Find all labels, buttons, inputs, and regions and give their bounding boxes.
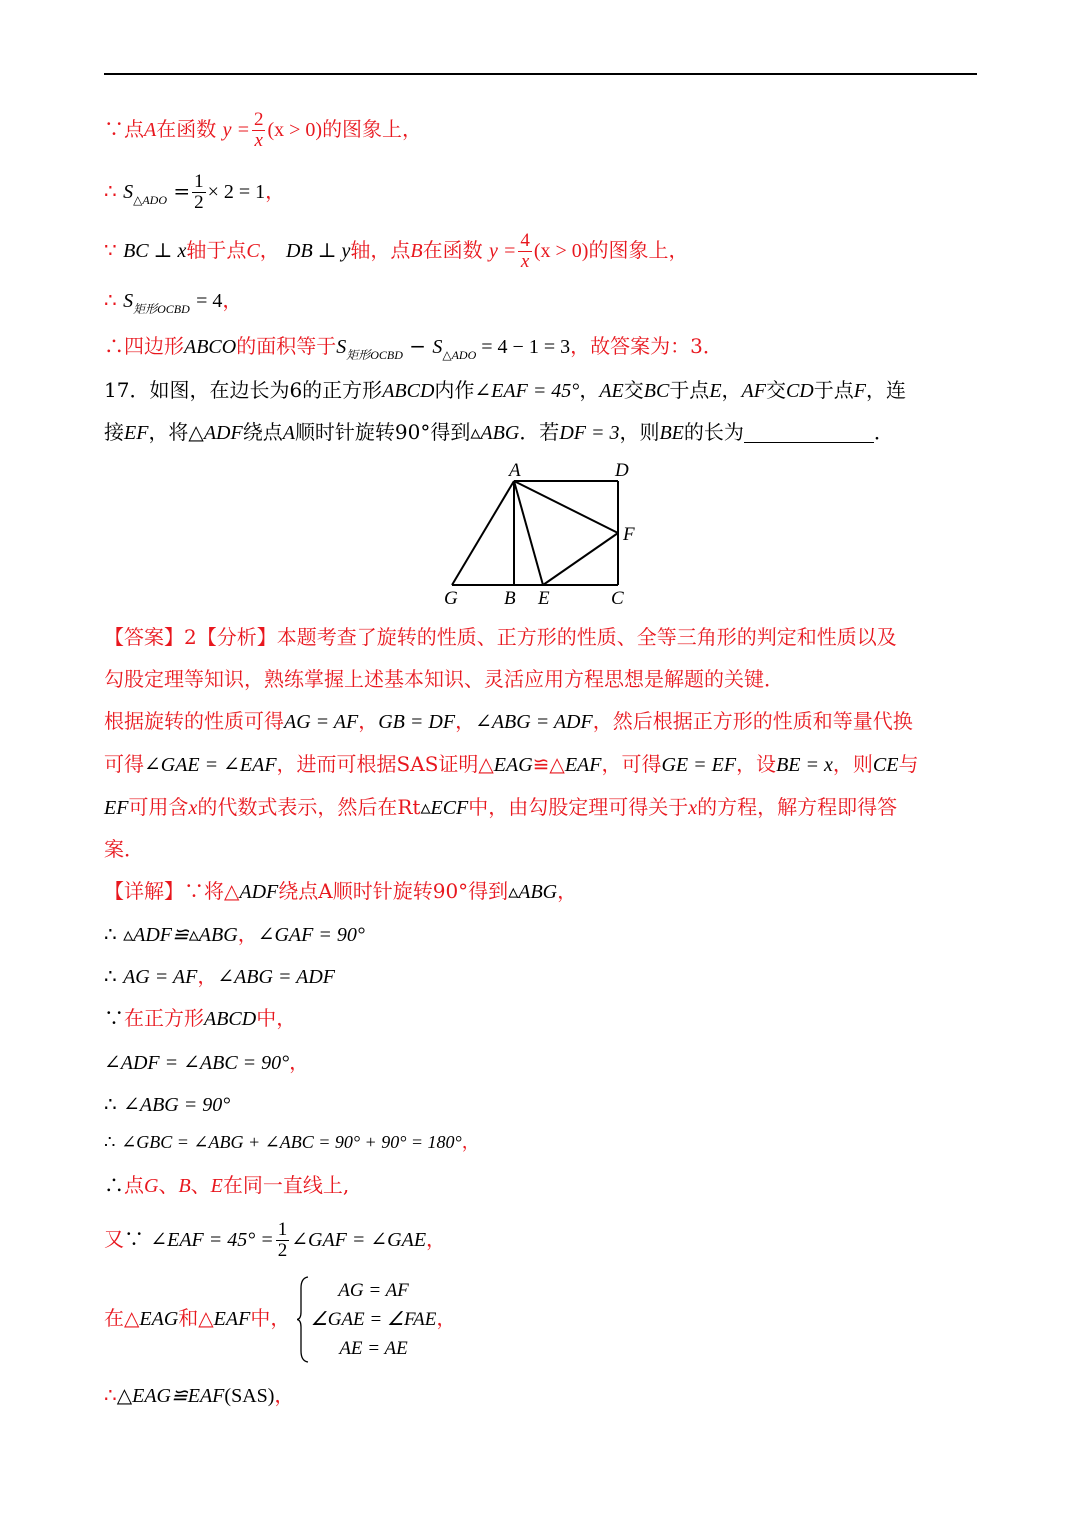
label-d: D <box>615 460 629 481</box>
line-area-rect: ∴ $S_{矩形OCBD} = 4$， <box>104 288 243 316</box>
label-a: A <box>509 460 521 481</box>
answer-analysis-line-4: 可得∠GAE = ∠EAF，进而可根据SAS证明△EAG≌△EAF，可得GE = EF，设BE = x，则CE与 <box>104 752 919 776</box>
solution-line-11: ∴△EAG≌EAF(SAS)， <box>104 1383 295 1407</box>
label-b: B <box>504 588 516 609</box>
line-point-a-on-graph: ∵点A在函数 y = $\frac{2}{x}$ (x > 0)的图象上， <box>104 109 423 151</box>
solution-line-3: ∴ AG = AF，∠ABG = ADF <box>104 964 335 988</box>
segment-ae <box>514 481 543 585</box>
solution-line-6: ∴ ∠ABG = 90° <box>104 1092 231 1116</box>
solution-line-2: ∴ ▵ADF≌▵ABG，∠GAF = 90° <box>104 922 365 946</box>
fraction-1-over-2-b: $\frac{1}{2}$ <box>277 1219 288 1261</box>
label-e: E <box>538 588 550 609</box>
label-f: F <box>623 524 635 545</box>
fraction-1-over-2: $\frac{1}{2}$ <box>194 171 204 213</box>
question-17-line-2: 接EF，将△ADF绕点A顺时针旋转90°得到▵ABG．若DF = 3，则BE的长为 ． <box>104 420 894 444</box>
label-c: C <box>611 588 624 609</box>
solution-line-10: 在△EAG和△EAF中， AG = AF ∠GAE = ∠FAE AE = AE ， <box>104 1276 456 1363</box>
line-area-ado: ∴ $S_{\triangle ADO}$ = $\frac{1}{2}$ × 2 = 1， <box>104 171 286 213</box>
answer-blank[interactable] <box>744 420 874 443</box>
left-brace-icon <box>297 1276 309 1363</box>
solution-line-8: ∴点G、B、E在同一直线上, <box>104 1173 350 1197</box>
answer-analysis-line-1: 【答案】2【分析】本题考查了旋转的性质、正方形的性质、全等三角形的判定和性质以及 <box>104 625 897 649</box>
label-g: G <box>444 588 458 609</box>
solution-line-1: 【详解】∵将△ADF绕点A顺时针旋转90°得到▵ABG， <box>104 879 578 903</box>
segment-ef <box>543 533 618 585</box>
answer-analysis-line-3: 根据旋转的性质可得AG = AF，GB = DF，∠ABG = ADF，然后根据正方形的性质和等量代换 <box>104 709 913 733</box>
fraction-4-over-x: $\frac{4}{x}$ <box>520 230 530 272</box>
segment-ag <box>452 481 514 585</box>
header-rule <box>104 73 977 75</box>
line-answer-16: ∴四边形ABCO的面积等于$S_{矩形OCBD} - S_{\triangle ADO} = 4 - 1 = 3$，故答案为：3． <box>104 334 723 362</box>
solution-line-5: ∠ADF = ∠ABC = 90°， <box>104 1050 310 1074</box>
answer-analysis-line-6: 案． <box>104 837 144 861</box>
question-17-line-1: 17．如图，在边长为6的正方形ABCD内作∠EAF = 45°，AE交BC于点E，AF交CD于点F，连 <box>104 378 906 402</box>
solution-line-4: ∵在正方形ABCD中， <box>104 1006 297 1030</box>
equation-system: AG = AF ∠GAE = ∠FAE AE = AE <box>297 1276 437 1363</box>
answer-analysis-line-2: 勾股定理等知识，熟练掌握上述基本知识、灵活应用方程思想是解题的关键． <box>104 667 784 691</box>
solution-line-7: ∴ ∠GBC = ∠ABG + ∠ABC = 90° + 90° = 180°， <box>104 1132 480 1153</box>
fraction-2-over-x: $\frac{2}{x}$ <box>253 109 264 151</box>
geometry-figure <box>430 455 660 610</box>
segment-af <box>514 481 618 533</box>
solution-line-9: 又∵ ∠EAF = 45° = $\frac{1}{2}$ ∠GAF = ∠GAE， <box>104 1219 447 1261</box>
answer-analysis-line-5: EF可用含x的代数式表示，然后在Rt▵ECF中，由勾股定理可得关于x的方程，解方程即得答 <box>104 795 898 819</box>
line-bc-perp: ∵ BC ⊥ x轴于点C， DB ⊥ y轴，点B在函数 y = $\frac{4}{x}$ (x > 0)的图象上， <box>104 230 689 272</box>
